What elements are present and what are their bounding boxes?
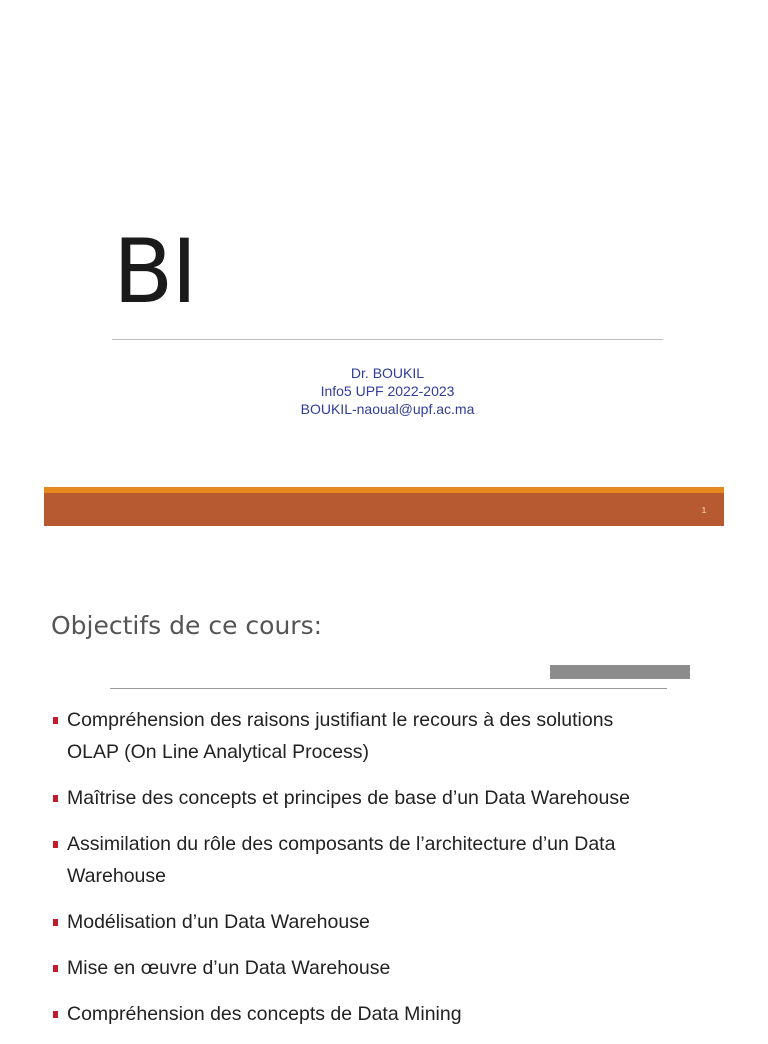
bullet-icon	[53, 1011, 58, 1018]
list-item-text: Compréhension des raisons justifiant le recours à des solutions	[67, 709, 614, 731]
course-info: Info5 UPF 2022-2023	[320, 383, 455, 399]
author-block	[112, 364, 663, 418]
list-item	[52, 782, 752, 814]
list-item-text: Assimilation du rôle des composants de l’architecture d’un Data	[67, 833, 616, 855]
objectives-slide	[0, 580, 768, 1024]
title-divider	[112, 339, 663, 340]
list-item	[52, 828, 752, 892]
section-divider	[110, 688, 667, 689]
footer-accent-stripe	[44, 487, 724, 493]
author-email: BOUKIL-naoual@upf.ac.ma	[300, 401, 475, 417]
bullet-icon	[53, 919, 58, 926]
list-item-text: Maîtrise des concepts et principes de base d’un Data Warehouse	[67, 787, 630, 809]
list-item	[52, 998, 752, 1030]
slide-number: 1	[701, 506, 707, 515]
bullet-icon	[53, 717, 58, 724]
list-item	[52, 906, 752, 938]
list-item-text: Compréhension des concepts de Data Mining	[67, 1003, 462, 1025]
bullet-icon	[53, 841, 58, 848]
footer-band	[44, 487, 724, 526]
list-item	[52, 704, 752, 768]
bullet-icon	[53, 795, 58, 802]
author-name: Dr. BOUKIL	[350, 365, 425, 381]
list-item-text-continued: OLAP (On Line Analytical Process)	[67, 741, 370, 763]
header-decoration-bar	[550, 665, 690, 679]
slide-title: BI	[113, 220, 196, 323]
list-item-text: Mise en œuvre d’un Data Warehouse	[67, 957, 391, 979]
bullet-icon	[53, 965, 58, 972]
list-item-text-continued: Warehouse	[67, 865, 166, 887]
list-item	[52, 952, 752, 984]
section-title: Objectifs de ce cours:	[51, 611, 323, 640]
objectives-list	[52, 704, 752, 1044]
list-item-text: Modélisation d’un Data Warehouse	[67, 911, 370, 933]
